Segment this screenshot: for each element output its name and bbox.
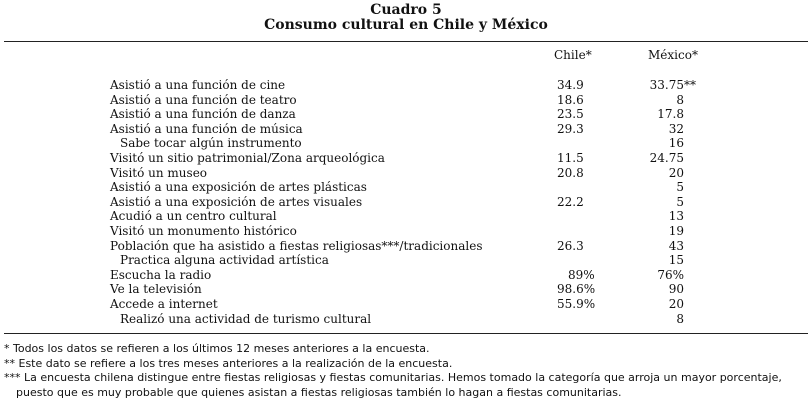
table-row — [0, 122, 812, 137]
cell-mexico: 16 — [668, 136, 684, 151]
top-rule — [4, 41, 808, 42]
cell-mexico: 90 — [668, 282, 684, 297]
cell-chile: 98.6% — [557, 282, 596, 297]
footnote: *** La encuesta chilena distingue entre fiestas religiosas y fiestas comunitarias. Hemos tomado la categoría que arroja un mayor porcentaje, puesto que es muy probable que quienes asistan a fiestas religiosas también lo hagan a fiestas comunitarias. — [4, 371, 782, 399]
row-label: Realizó una actividad de turismo cultural — [120, 311, 372, 326]
cell-chile: 20.8 — [557, 165, 584, 180]
row-label: Practica alguna actividad artística — [120, 253, 329, 268]
bottom-rule — [4, 333, 808, 334]
table-row — [0, 253, 812, 268]
table-row — [0, 312, 812, 327]
cell-chile: 18.6 — [557, 92, 584, 107]
cell-chile: 22.2 — [557, 194, 584, 209]
table-row — [0, 239, 812, 254]
row-label: Visitó un monumento histórico — [110, 224, 297, 238]
row-label: Asistió a una función de teatro — [110, 92, 297, 107]
table-title: Cuadro 5 — [370, 2, 442, 18]
cell-chile: 11.5 — [557, 151, 584, 165]
cell-mexico: 20 — [668, 165, 684, 180]
cell-mexico: 43 — [668, 238, 684, 253]
cell-mexico: 24.75 — [649, 151, 684, 165]
cell-mexico: 5 — [676, 194, 684, 209]
row-label: Población que ha asistido a fiestas religiosas***/tradicionales — [110, 238, 483, 253]
row-label: Asistió a una función de danza — [110, 107, 296, 122]
footnote: * Todos los datos se refieren a los últimos 12 meses anteriores a la encuesta. — [4, 342, 430, 355]
table-row — [0, 151, 812, 166]
cell-mexico: 33.75** — [649, 78, 696, 92]
cell-chile: 89% — [568, 267, 595, 282]
cell-mexico: 17.8 — [657, 107, 684, 122]
table-row — [0, 93, 812, 108]
cell-mexico: 76% — [657, 267, 684, 282]
row-label: Acudió a un centro cultural — [110, 209, 277, 224]
cell-mexico: 20 — [668, 297, 684, 311]
footnotes — [4, 342, 808, 400]
footnote: ** Este dato se refiere a los tres meses anteriores a la realización de la encuesta. — [4, 356, 453, 370]
cell-mexico: 15 — [668, 253, 684, 268]
row-label: Accede a internet — [110, 297, 218, 311]
cell-mexico: 32 — [668, 121, 684, 136]
table-row — [0, 136, 812, 151]
row-label: Sabe tocar algún instrumento — [120, 136, 302, 151]
row-label: Asistió a una exposición de artes visuales — [110, 194, 363, 209]
row-label: Visitó un sitio patrimonial/Zona arqueológica — [110, 151, 385, 165]
cell-chile: 55.9% — [557, 297, 596, 311]
column-header-chile: Chile* — [554, 48, 592, 62]
table-subtitle: Consumo cultural en Chile y México — [264, 17, 548, 33]
cell-chile: 29.3 — [557, 121, 584, 136]
table-row — [0, 166, 812, 181]
cell-mexico: 19 — [668, 224, 684, 238]
cell-chile: 23.5 — [557, 107, 584, 122]
cell-chile: 26.3 — [557, 238, 584, 253]
row-label: Asistió a una función de música — [110, 121, 303, 136]
table-row — [0, 268, 812, 283]
cell-mexico: 13 — [668, 209, 684, 224]
table-row — [0, 78, 812, 93]
table-row — [0, 282, 812, 297]
row-label: Visitó un museo — [110, 165, 208, 180]
cell-mexico: 5 — [676, 180, 684, 195]
row-label: Asistió a una exposición de artes plásticas — [110, 180, 367, 195]
row-label: Asistió a una función de cine — [110, 78, 286, 92]
cell-mexico: 8 — [676, 311, 684, 326]
row-label: Escucha la radio — [110, 267, 212, 282]
table-row — [0, 224, 812, 239]
cell-mexico: 8 — [676, 92, 684, 107]
table-row — [0, 209, 812, 224]
table-row — [0, 195, 812, 210]
table-row — [0, 107, 812, 122]
table-row — [0, 180, 812, 195]
table-row — [0, 297, 812, 312]
column-header-mexico: México* — [648, 48, 698, 62]
row-label: Ve la televisión — [110, 282, 202, 297]
cell-chile: 34.9 — [557, 78, 584, 92]
